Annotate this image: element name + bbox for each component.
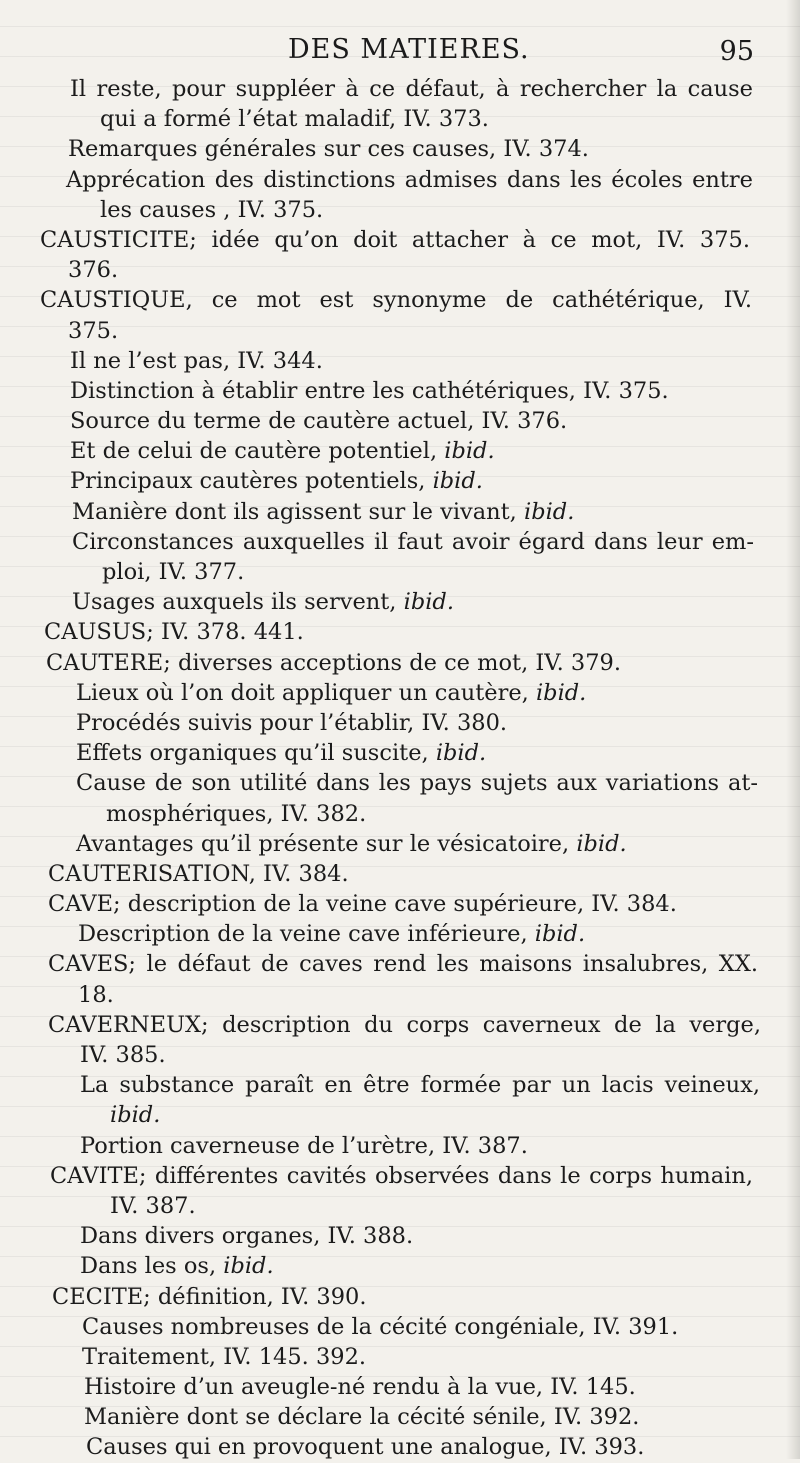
- index-line-text: Principaux cautères potentiels, ibid.: [70, 468, 483, 495]
- index-line-text: Il ne l’est pas, IV. 344.: [70, 347, 323, 374]
- index-line-text: ploi, IV. 377.: [102, 559, 245, 585]
- index-line: [0, 316, 800, 346]
- index-line-text: mosphériques, IV. 382.: [106, 800, 367, 827]
- index-line: [0, 1251, 800, 1281]
- index-line: [0, 1342, 800, 1372]
- index-line-text: Dans les os, ibid.: [80, 1253, 274, 1280]
- index-line-text: Source du terme de cautère actuel, IV. 376.: [70, 408, 568, 435]
- index-line-text: 18.: [78, 981, 114, 1008]
- index-line: [0, 1432, 800, 1462]
- index-line-text: Traitement, IV. 145. 392.: [82, 1343, 367, 1370]
- index-line-text: Et de celui de cautère potentiel, ibid.: [70, 438, 495, 465]
- header-title: DES MATIERES.: [288, 34, 530, 65]
- index-line: [0, 829, 800, 859]
- index-line: [0, 587, 800, 617]
- index-line-text: Description de la veine cave inférieure, ibid.: [78, 921, 586, 948]
- index-line-text: CAVITE; différentes cavités observées dans le corps humain,: [50, 1162, 753, 1189]
- index-line: [0, 1402, 800, 1432]
- index-line: [0, 1372, 800, 1402]
- index-line: [0, 376, 800, 406]
- index-line-text: CAUTERISATION, IV. 384.: [48, 860, 349, 887]
- index-line-text: Causes qui en provoquent une analogue, IV. 393.: [86, 1434, 645, 1461]
- index-line-text: CAUSTIQUE, ce mot est synonyme de cathétérique, IV.: [40, 287, 752, 314]
- index-line: [0, 527, 800, 557]
- index-line-text: La substance paraît en être formée par un lacis veineux,: [80, 1072, 760, 1099]
- index-line-text: Apprécation des distinctions admises dans les écoles entre: [66, 166, 753, 193]
- running-header: [0, 34, 800, 74]
- index-line: [0, 980, 800, 1010]
- index-line: [0, 648, 800, 678]
- index-line: [0, 617, 800, 647]
- index-line-text: Procédés suivis pour l’établir, IV. 380.: [76, 709, 508, 736]
- index-line-text: IV. 387.: [110, 1192, 196, 1219]
- index-line: [0, 678, 800, 708]
- index-line-text: CAVE; description de la veine cave supérieure, IV. 384.: [48, 891, 677, 918]
- index-line: [0, 919, 800, 949]
- index-line: [0, 225, 800, 255]
- index-line-text: CAVERNEUX; description du corps caverneux de la verge,: [48, 1011, 761, 1038]
- index-line-text: 376.: [68, 257, 119, 284]
- index-line-text: Manière dont se déclare la cécité sénile, IV. 392.: [84, 1404, 640, 1431]
- index-line-text: CAVES; le défaut de caves rend les maisons insalubres, XX.: [48, 951, 758, 978]
- index-line: [0, 104, 800, 134]
- index-line-text: CAUSTICITE; idée qu’on doit attacher à ce mot, IV. 375.: [40, 226, 750, 253]
- index-line: [0, 346, 800, 376]
- index-line: [0, 768, 800, 798]
- index-line-text: 375.: [68, 317, 119, 344]
- index-line: [0, 1070, 800, 1100]
- index-line-text: IV. 385.: [80, 1042, 166, 1068]
- index-line-text: ibid.: [110, 1102, 161, 1129]
- index-line-text: Usages auxquels ils servent, ibid.: [72, 589, 454, 616]
- index-line: [0, 195, 800, 225]
- index-line: [0, 1161, 800, 1191]
- index-line: [0, 859, 800, 889]
- index-line-text: les causes , IV. 375.: [100, 196, 324, 223]
- index-line-text: Remarques générales sur ces causes, IV. 374.: [68, 136, 589, 163]
- page-number: 95: [719, 36, 754, 67]
- index-line-text: Avantages qu’il présente sur le vésicatoire, ibid.: [76, 830, 627, 857]
- index-line-text: Il reste, pour suppléer à ce défaut, à rechercher la cause: [70, 76, 753, 102]
- index-line: [0, 1312, 800, 1342]
- index-line-text: CAUTERE; diverses acceptions de ce mot, IV. 379.: [46, 649, 621, 676]
- index-line-text: Manière dont ils agissent sur le vivant, ibid.: [72, 498, 575, 525]
- index-line: [0, 436, 800, 466]
- index-line: [0, 497, 800, 527]
- index-line: [0, 949, 800, 979]
- index-line-text: Effets organiques qu’il suscite, ibid.: [76, 740, 487, 767]
- index-line-text: Lieux où l’on doit appliquer un cautère, ibid.: [76, 679, 587, 706]
- index-line-text: Histoire d’un aveugle-né rendu à la vue, IV. 145.: [84, 1374, 636, 1401]
- index-line-text: Circonstances auxquelles il faut avoir égard dans leur em-: [72, 528, 754, 555]
- index-line: [0, 1221, 800, 1251]
- index-line: [0, 255, 800, 285]
- index-line-text: Cause de son utilité dans les pays sujets aux variations at-: [76, 770, 758, 797]
- index-line-text: CECITE; définition, IV. 390.: [52, 1283, 367, 1310]
- index-line: [0, 466, 800, 496]
- index-line: [0, 1282, 800, 1312]
- index-line: [0, 708, 800, 738]
- index-line-text: qui a formé l’état maladif, IV. 373.: [100, 106, 489, 133]
- index-line: [0, 406, 800, 436]
- index-line-text: Causes nombreuses de la cécité congéniale, IV. 391.: [82, 1313, 679, 1340]
- index-line-text: Portion caverneuse de l’urètre, IV. 387.: [80, 1132, 528, 1159]
- index-line: [0, 165, 800, 195]
- index-line: [0, 134, 800, 164]
- index-line: [0, 285, 800, 315]
- index-line: [0, 738, 800, 768]
- index-line: [0, 1040, 800, 1070]
- index-line: [0, 1010, 800, 1040]
- index-line-text: Distinction à établir entre les cathétériques, IV. 375.: [70, 377, 669, 404]
- index-line: [0, 889, 800, 919]
- index-line: [0, 799, 800, 829]
- index-line: [0, 1191, 800, 1221]
- index-line: [0, 1100, 800, 1130]
- index-line-text: CAUSUS; IV. 378. 441.: [44, 619, 304, 646]
- index-entries: [0, 74, 800, 1463]
- index-line-text: Dans divers organes, IV. 388.: [80, 1223, 414, 1250]
- index-line: [0, 557, 800, 587]
- index-line: [0, 1131, 800, 1161]
- index-line: [0, 74, 800, 104]
